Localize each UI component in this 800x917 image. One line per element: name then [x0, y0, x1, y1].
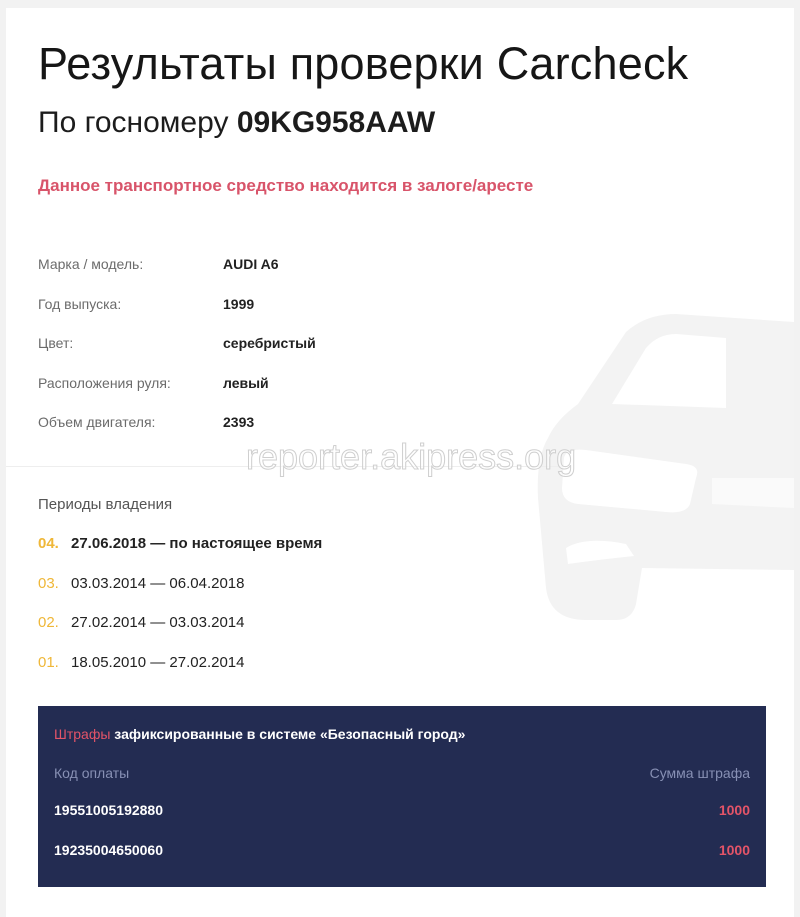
spec-value-model: AUDI A6 — [223, 256, 279, 272]
period-dates: 18.05.2010 — 27.02.2014 — [71, 653, 245, 671]
fine-amount: 1000 — [718, 842, 750, 858]
period-number: 01. — [38, 653, 59, 671]
watermark: reporter.akipress.org — [246, 436, 577, 477]
period-number: 04. — [38, 535, 59, 552]
plate-subtitle — [38, 106, 435, 140]
ownership-title: Периоды владения — [38, 496, 173, 513]
period-dates: 27.06.2018 — по настоящее время — [71, 535, 323, 552]
subtitle-prefix: По госномеру — [38, 106, 229, 139]
fine-row — [54, 842, 750, 858]
period-dates: 27.02.2014 — 03.03.2014 — [71, 614, 245, 631]
fine-code: 19235004650060 — [54, 842, 164, 858]
fine-row — [54, 802, 750, 818]
period-dates: 03.03.2014 — 06.04.2018 — [71, 574, 245, 592]
spec-label-model: Марка / модель: — [38, 256, 144, 272]
lien-alert: Данное транспортное средство находится в залоге/аресте — [38, 176, 534, 195]
spec-label-color: Цвет: — [38, 335, 74, 351]
period-number: 03. — [38, 574, 59, 592]
fines-col-code: Код оплаты — [54, 765, 130, 781]
fines-highlight: Штрафы — [54, 726, 111, 742]
fines-heading-text: зафиксированные в системе «Безопасный город» — [114, 726, 466, 742]
spec-value-engine: 2393 — [223, 414, 255, 430]
spec-label-steering: Расположения руля: — [38, 374, 171, 391]
page-title: Результаты проверки Carcheck — [38, 38, 689, 89]
spec-value-year: 1999 — [223, 295, 255, 312]
fine-code: 19551005192880 — [54, 802, 164, 818]
fines-panel — [38, 706, 766, 887]
fine-amount: 1000 — [718, 802, 750, 818]
fines-col-amount: Сумма штрафа — [649, 765, 750, 781]
spec-label-engine: Объем двигателя: — [38, 414, 156, 430]
spec-value-color: серебристый — [223, 335, 316, 351]
plate-number: 09KG958AAW — [236, 106, 436, 139]
spec-label-year: Год выпуска: — [38, 295, 122, 312]
fines-column-headers — [54, 765, 750, 781]
spec-value-steering: левый — [223, 374, 269, 391]
results-card — [6, 8, 794, 917]
fines-heading — [54, 726, 465, 742]
period-number: 02. — [38, 614, 59, 631]
